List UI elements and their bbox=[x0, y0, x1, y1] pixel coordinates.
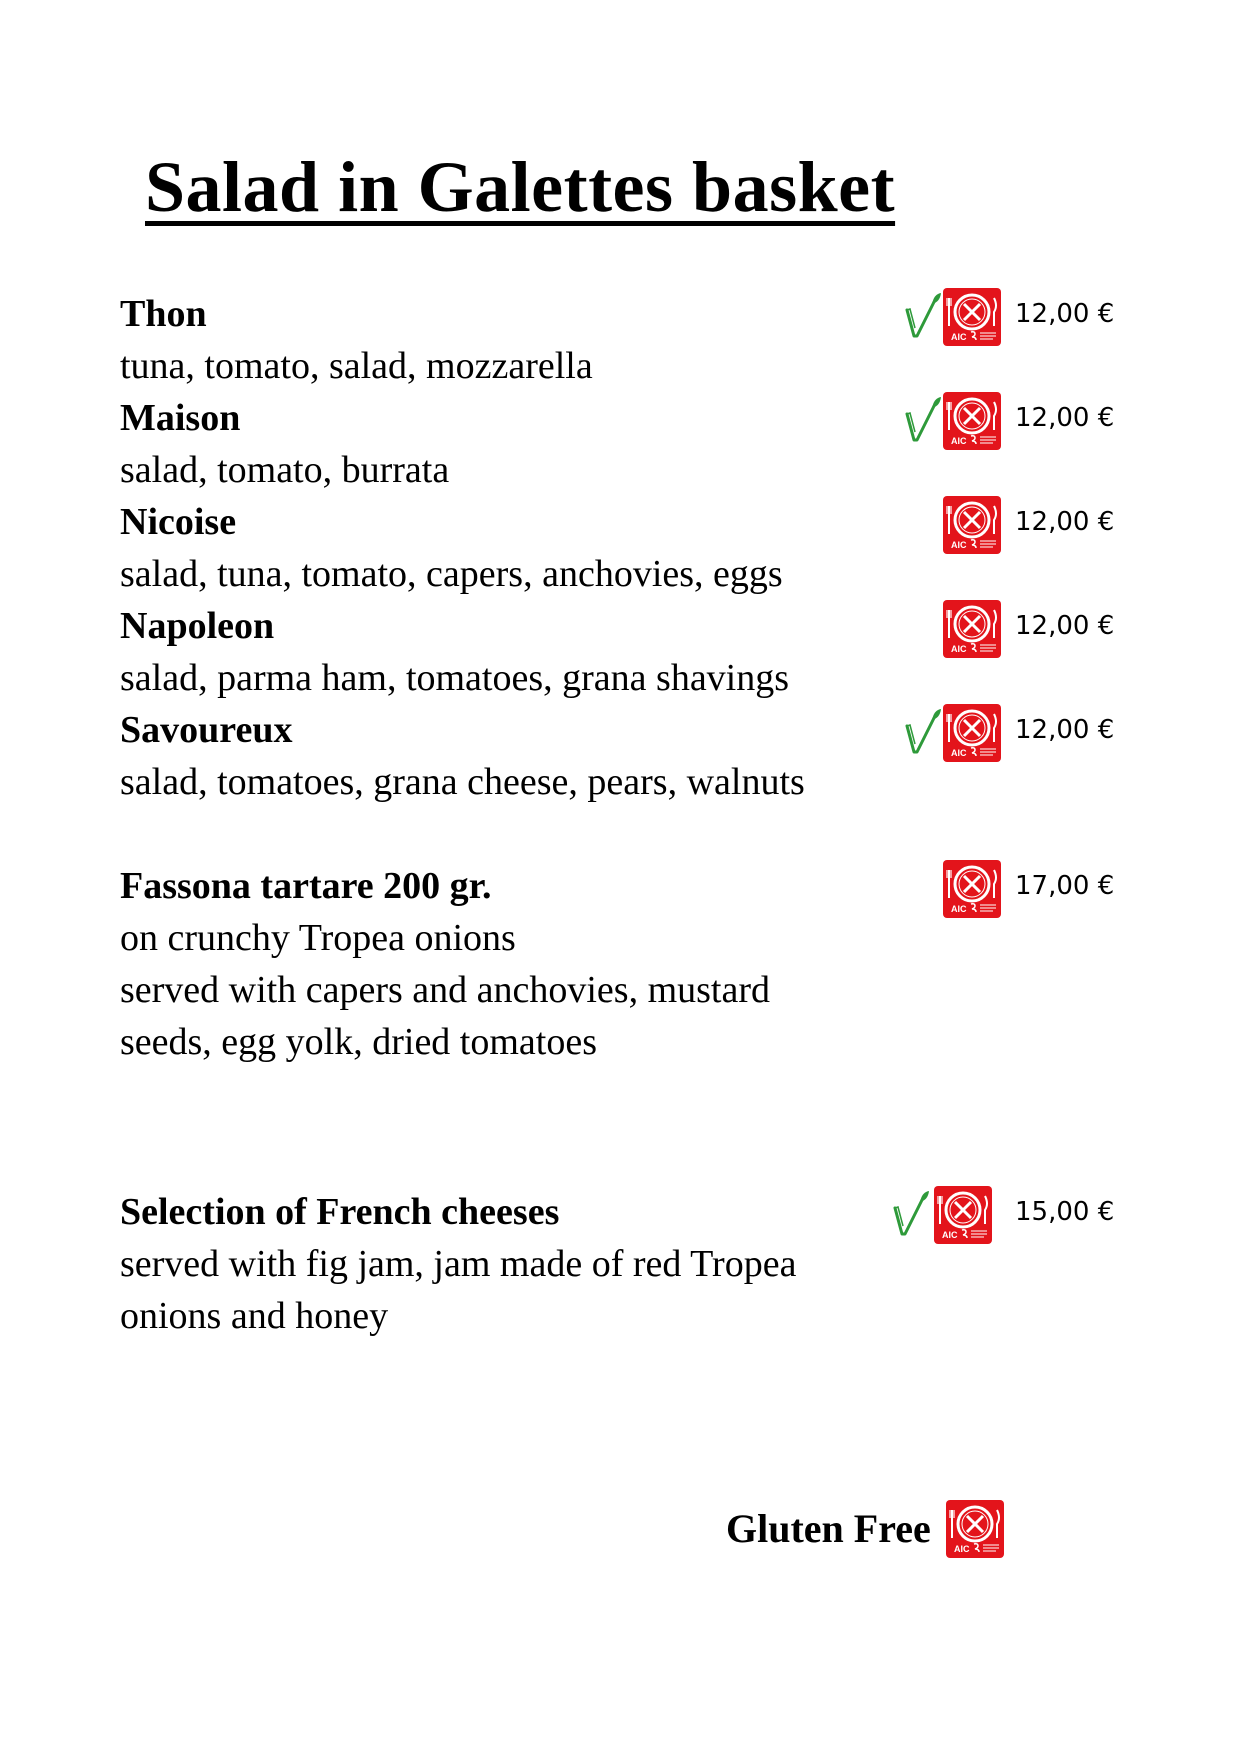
aic-gluten-free-icon bbox=[943, 496, 1001, 554]
item-name: Nicoise bbox=[120, 501, 237, 543]
item-price: 12,00 € bbox=[1015, 611, 1115, 641]
vegetarian-check-icon bbox=[904, 708, 942, 754]
item-price: 17,00 € bbox=[1015, 871, 1115, 901]
menu-item-maison bbox=[120, 392, 1120, 496]
aic-gluten-free-icon bbox=[943, 288, 1001, 346]
item-price: 15,00 € bbox=[1015, 1197, 1115, 1227]
item-name: Maison bbox=[120, 397, 241, 439]
item-description: salad, tuna, tomato, capers, anchovies, eggs bbox=[120, 553, 783, 595]
item-description: salad, parma ham, tomatoes, grana shavings bbox=[120, 657, 790, 699]
item-name: Fassona tartare 200 gr. bbox=[120, 865, 492, 907]
item-price: 12,00 € bbox=[1015, 403, 1115, 433]
item-description: served with capers and anchovies, mustard bbox=[120, 969, 771, 1011]
menu-item-napoleon bbox=[120, 600, 1120, 704]
legend-label: Gluten Free bbox=[726, 1506, 931, 1551]
item-description: served with fig jam, jam made of red Tropea bbox=[120, 1243, 797, 1285]
item-description: salad, tomatoes, grana cheese, pears, walnuts bbox=[120, 761, 805, 803]
aic-gluten-free-icon bbox=[934, 1186, 992, 1244]
gluten-free-legend bbox=[726, 1500, 1046, 1558]
item-name: Thon bbox=[120, 293, 207, 335]
aic-gluten-free-icon bbox=[943, 704, 1001, 762]
aic-gluten-free-icon bbox=[946, 1500, 1004, 1558]
page-title: Salad in Galettes basket bbox=[145, 147, 896, 227]
item-price: 12,00 € bbox=[1015, 715, 1115, 745]
menu-item-fassona-tartare bbox=[120, 860, 1120, 1068]
item-name: Napoleon bbox=[120, 605, 275, 647]
item-description: salad, tomato, burrata bbox=[120, 449, 450, 491]
aic-gluten-free-icon bbox=[943, 860, 1001, 918]
aic-gluten-free-icon bbox=[943, 392, 1001, 450]
item-description: seeds, egg yolk, dried tomatoes bbox=[120, 1021, 598, 1063]
menu-item-savoureux bbox=[120, 704, 1120, 808]
item-price: 12,00 € bbox=[1015, 507, 1115, 537]
item-name: Selection of French cheeses bbox=[120, 1191, 560, 1233]
vegetarian-check-icon bbox=[904, 292, 942, 338]
menu-item-nicoise bbox=[120, 496, 1120, 600]
vegetarian-check-icon bbox=[904, 396, 942, 442]
aic-gluten-free-icon bbox=[943, 600, 1001, 658]
menu-item-french-cheeses bbox=[120, 1186, 1120, 1342]
item-name: Savoureux bbox=[120, 709, 293, 751]
item-price: 12,00 € bbox=[1015, 299, 1115, 329]
item-description: onions and honey bbox=[120, 1295, 389, 1337]
menu-item-thon bbox=[120, 288, 1120, 392]
item-description: tuna, tomato, salad, mozzarella bbox=[120, 345, 593, 387]
item-description: on crunchy Tropea onions bbox=[120, 917, 516, 959]
vegetarian-check-icon bbox=[892, 1190, 930, 1236]
